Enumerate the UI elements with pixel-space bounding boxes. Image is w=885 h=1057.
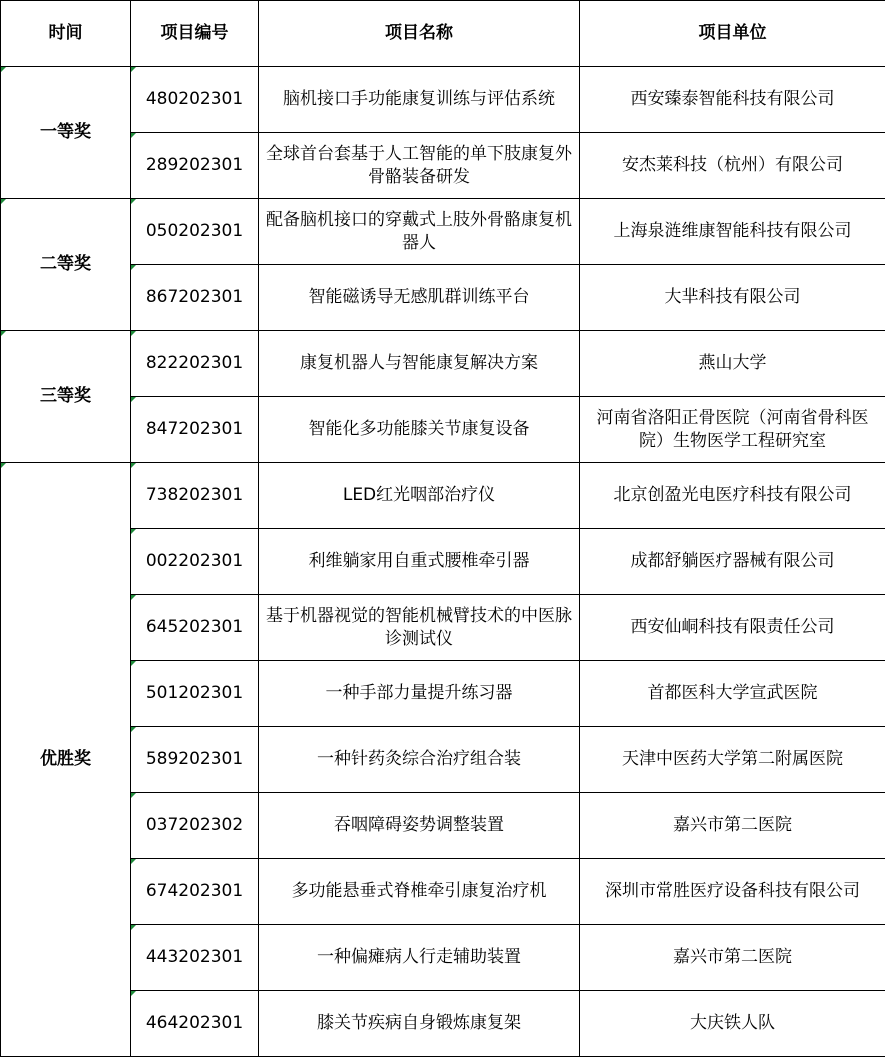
- project-unit: 西安臻泰智能科技有限公司: [580, 67, 885, 133]
- table-row: [1, 859, 885, 925]
- project-unit: 嘉兴市第二医院: [580, 925, 885, 991]
- project-name: 全球首台套基于人工智能的单下肢康复外骨骼装备研发: [259, 133, 580, 199]
- project-unit: 安杰莱科技（杭州）有限公司: [580, 133, 885, 199]
- project-name: 一种偏瘫病人行走辅助装置: [259, 925, 580, 991]
- table-row: [1, 595, 885, 661]
- project-unit: 大庆铁人队: [580, 991, 885, 1057]
- project-name: 利维躺家用自重式腰椎牵引器: [259, 529, 580, 595]
- table-row: [1, 265, 885, 331]
- project-name: 多功能悬垂式脊椎牵引康复治疗机: [259, 859, 580, 925]
- project-number: 443202301: [131, 925, 259, 991]
- project-number: 645202301: [131, 595, 259, 661]
- award-cell: 优胜奖: [1, 463, 131, 1057]
- project-unit: 北京创盈光电医疗科技有限公司: [580, 463, 885, 529]
- project-name: 膝关节疾病自身锻炼康复架: [259, 991, 580, 1057]
- project-unit: 上海泉涟维康智能科技有限公司: [580, 199, 885, 265]
- project-number: 480202301: [131, 67, 259, 133]
- project-unit: 燕山大学: [580, 331, 885, 397]
- header-unit: 项目单位: [580, 1, 885, 67]
- award-cell: 三等奖: [1, 331, 131, 463]
- header-number: 项目编号: [131, 1, 259, 67]
- project-name: 吞咽障碍姿势调整装置: [259, 793, 580, 859]
- table-row: [1, 133, 885, 199]
- project-number: 050202301: [131, 199, 259, 265]
- table-row: [1, 727, 885, 793]
- project-name: 配备脑机接口的穿戴式上肢外骨骼康复机器人: [259, 199, 580, 265]
- project-number: 674202301: [131, 859, 259, 925]
- project-unit: 成都舒躺医疗器械有限公司: [580, 529, 885, 595]
- project-number: 501202301: [131, 661, 259, 727]
- project-number: 589202301: [131, 727, 259, 793]
- header-row: [1, 1, 885, 67]
- table-row: [1, 793, 885, 859]
- table-row: [1, 661, 885, 727]
- project-unit: 深圳市常胜医疗设备科技有限公司: [580, 859, 885, 925]
- project-number: 037202302: [131, 793, 259, 859]
- project-number: 738202301: [131, 463, 259, 529]
- table-row: [1, 991, 885, 1057]
- project-name: 基于机器视觉的智能机械臂技术的中医脉诊测试仪: [259, 595, 580, 661]
- project-number: 289202301: [131, 133, 259, 199]
- project-unit: 大芈科技有限公司: [580, 265, 885, 331]
- table-row: [1, 331, 885, 397]
- table-row: [1, 67, 885, 133]
- project-number: 464202301: [131, 991, 259, 1057]
- project-unit: 西安仙峒科技有限责任公司: [580, 595, 885, 661]
- table-row: [1, 529, 885, 595]
- table-row: [1, 925, 885, 991]
- table-row: [1, 199, 885, 265]
- award-cell: 一等奖: [1, 67, 131, 199]
- project-unit: 天津中医药大学第二附属医院: [580, 727, 885, 793]
- project-name: 康复机器人与智能康复解决方案: [259, 331, 580, 397]
- project-name: 脑机接口手功能康复训练与评估系统: [259, 67, 580, 133]
- header-name: 项目名称: [259, 1, 580, 67]
- project-number: 847202301: [131, 397, 259, 463]
- table-row: [1, 463, 885, 529]
- project-number: 867202301: [131, 265, 259, 331]
- project-name: 智能磁诱导无感肌群训练平台: [259, 265, 580, 331]
- project-name: LED红光咽部治疗仪: [259, 463, 580, 529]
- award-cell: 二等奖: [1, 199, 131, 331]
- project-number: 822202301: [131, 331, 259, 397]
- project-name: 一种针药灸综合治疗组合装: [259, 727, 580, 793]
- project-unit: 首都医科大学宣武医院: [580, 661, 885, 727]
- project-number: 002202301: [131, 529, 259, 595]
- project-unit: 嘉兴市第二医院: [580, 793, 885, 859]
- project-name: 智能化多功能膝关节康复设备: [259, 397, 580, 463]
- project-name: 一种手部力量提升练习器: [259, 661, 580, 727]
- project-unit: 河南省洛阳正骨医院（河南省骨科医院）生物医学工程研究室: [580, 397, 885, 463]
- table-row: [1, 397, 885, 463]
- header-time: 时间: [1, 1, 131, 67]
